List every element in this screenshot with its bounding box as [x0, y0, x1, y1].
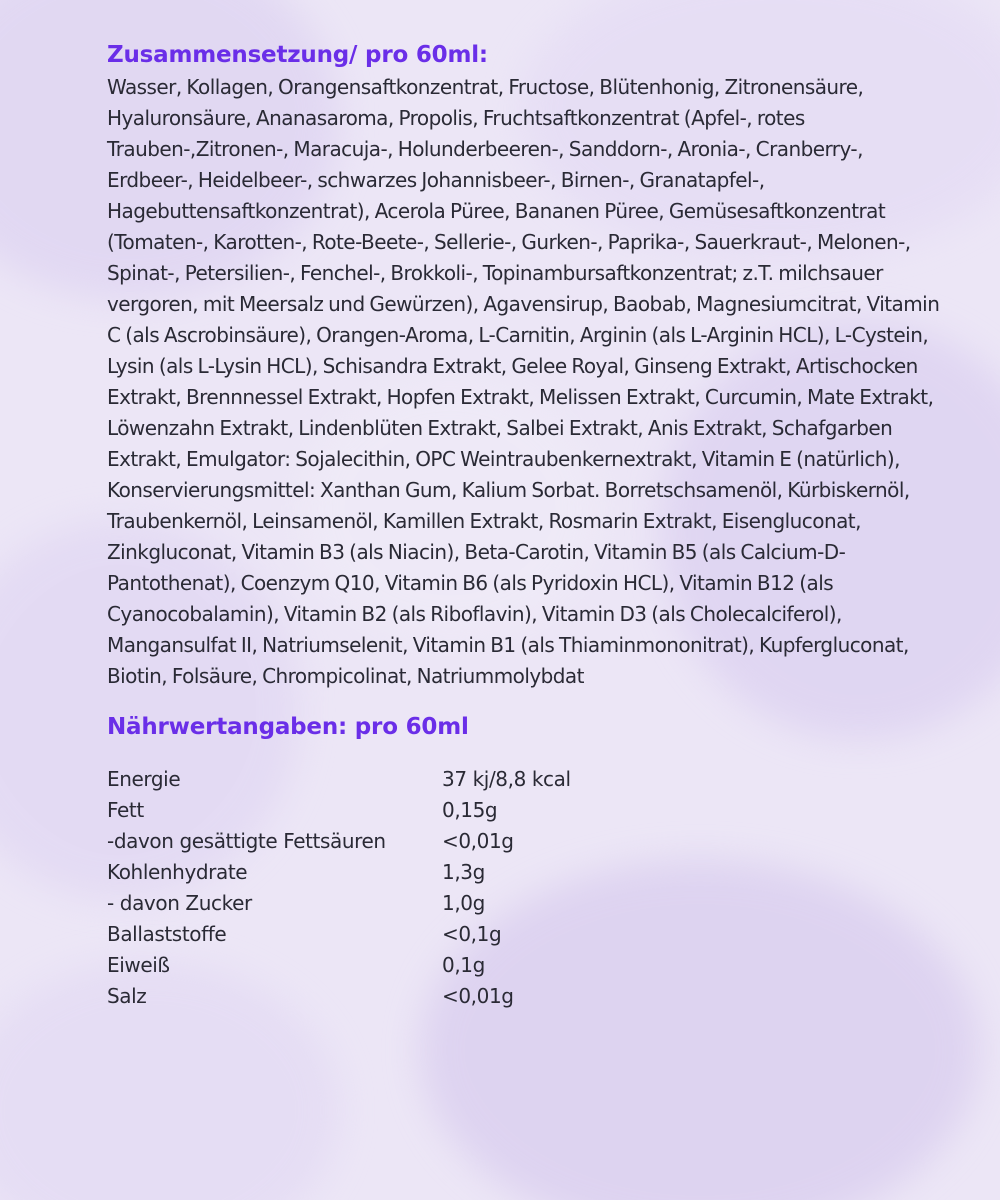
nutrient-name: Kohlenhydrate [107, 860, 248, 884]
nutrition-row [107, 795, 952, 826]
nutrient-name: -davon gesättigte Fettsäuren [107, 829, 386, 853]
composition-heading: Zusammensetzung/ pro 60ml: [107, 42, 488, 68]
nutrient-name: Eiweiß [107, 953, 170, 977]
nutrition-row [107, 950, 952, 981]
content [107, 40, 952, 1012]
nutrient-value: 0,1g [442, 953, 485, 977]
nutrient-value: 0,15g [442, 798, 498, 822]
nutrient-value: 1,0g [442, 891, 485, 915]
nutrition-row [107, 981, 952, 1012]
nutrient-name: Ballaststoffe [107, 922, 227, 946]
nutrition-row [107, 888, 952, 919]
nutrient-name: - davon Zucker [107, 891, 252, 915]
nutrient-value: 1,3g [442, 860, 485, 884]
nutrient-name: Salz [107, 984, 147, 1008]
nutrient-name: Energie [107, 767, 181, 791]
nutrient-name: Fett [107, 798, 144, 822]
nutrition-row [107, 764, 952, 795]
nutrient-value: <0,01g [442, 829, 514, 853]
nutrition-table [107, 764, 952, 1012]
ingredients-text: Wasser, Kollagen, Orangensaftkonzentrat, Fructose, Blütenhonig, Zitronensäure, Hyaluronsäure, Ananasaroma, Propolis, Fruchtsaftkonzentrat (Apfel-, rotes Trauben-,Zitronen-, Maracuja-, Holunderbeeren-, Sanddorn-, Aronia-, Cranberry-, Erdbeer-, Heidelbeer-, schwarzes Johannisbeer-, Birnen-, Granatapfel-, Hagebuttensaftkonzentrat), Acerola Püree, Bananen Püree, Gemüsesaftkonzentrat (Tomaten-, Karotten-, Rote-Beete-, Sellerie-, Gurken-, Paprika-, Sauerkraut-, Melonen-, Spinat-, Petersilien-, Fenchel-, Brokkoli-, Topinambursaftkonzentrat; z.T. milchsauer vergoren, mit Meersalz und Gewürzen), Agavensirup, Baobab, Magnesiumcitrat, Vitamin C (als Ascrobinsäure), Orangen-Aroma, L-Carnitin, Arginin (als L-Arginin HCL), L-Cystein, Lysin (als L-Lysin HCL), Schisandra Extrakt, Gelee Royal, Ginseng Extrakt, Artischocken Extrakt, Brennnessel Extrakt, Hopfen Extrakt, Melissen Extrakt, Curcumin, Mate Extrakt, Löwenzahn Extrakt, Lindenblüten Extrakt, Salbei Extrakt, Anis Extrakt, Schafgarben Extrakt, Emulgator: Sojalecithin, OPC Weintraubenkernextrakt, Vitamin E (natürlich), Konservierungsmittel: Xanthan Gum, Kalium Sorbat. Borretschsamenöl, Kürbiskernöl, Traubenkernöl, Leinsamenöl, Kamillen Extrakt, Rosmarin Extrakt, Eisengluconat, Zinkgluconat, Vitamin B3 (als Niacin), Beta-Carotin, Vitamin B5 (als Calcium-D-Pantothenat), Coenzym Q10, Vitamin B6 (als Pyridoxin HCL), Vitamin B12 (als Cyanocobalamin), Vitamin B2 (als Riboflavin), Vitamin D3 (als Cholecalciferol), Mangansulfat II, Natriumselenit, Vitamin B1 (als Thiaminmononitrat), Kupfergluconat, Biotin, Folsäure, Chrompicolinat, Natriummolybdat [107, 75, 940, 688]
nutrition-row [107, 826, 952, 857]
nutrient-value: <0,01g [442, 984, 514, 1008]
nutrition-row [107, 857, 952, 888]
nutrition-row [107, 919, 952, 950]
nutrition-heading: Nährwertangaben: pro 60ml [107, 714, 469, 740]
nutrient-value: 37 kj/8,8 kcal [442, 767, 571, 791]
nutrient-value: <0,1g [442, 922, 502, 946]
